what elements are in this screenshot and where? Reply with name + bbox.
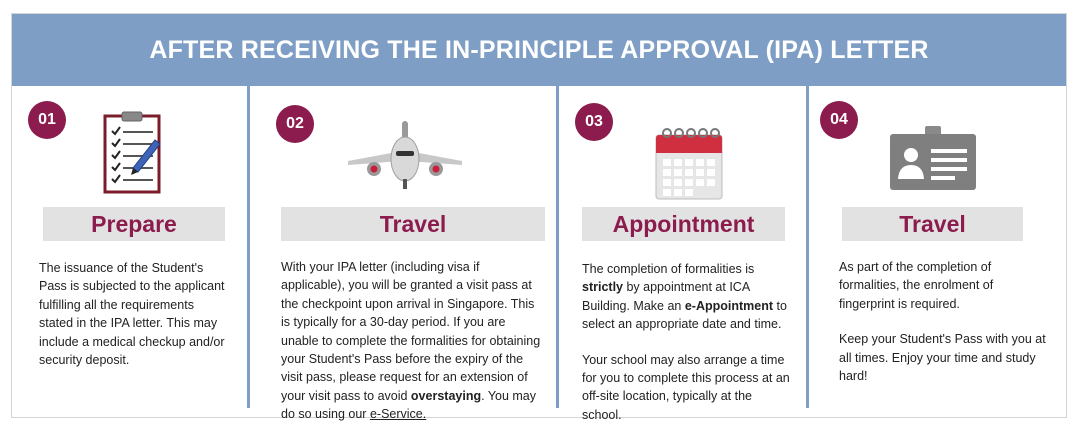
step-paragraph: As part of the completion of formalities, the enrolment of fingerprint is required. [839, 260, 994, 311]
emphasis-text: overstaying [410, 388, 482, 403]
text-run: to select an appropriate date and time. [582, 298, 787, 332]
text-run: by appointment at ICA Building. Make an [582, 280, 750, 313]
emphasis-text: e-Appointment [684, 298, 774, 313]
step-description [582, 260, 794, 424]
step-number-badge: 02 [276, 105, 314, 143]
column-divider [556, 86, 559, 408]
id-card-icon [889, 125, 977, 196]
column-divider [806, 86, 809, 408]
step-number-badge: 04 [820, 101, 858, 139]
text-run: With your IPA letter (including visa if applicable), you will be granted a visit pass at the checkpoint upon arrival in Singapore. This is typically for a 30-day period. If you are unable to complete the formalities for obtaining your Student's Pass before the expiry of the visit pass, please request for an extension of your visit pass to avoid [281, 260, 541, 403]
step-description [281, 258, 545, 424]
text-run: The completion of formalities is [582, 262, 755, 276]
text-run: . You may do so using our [281, 388, 536, 422]
step-title: Appointment [612, 210, 755, 237]
column-divider [247, 86, 250, 408]
emphasis-text: strictly [582, 280, 623, 295]
step-description [839, 258, 1051, 385]
step-title-box [582, 207, 785, 241]
clipboard-icon [103, 110, 163, 199]
step-title-box [842, 207, 1023, 241]
calendar-icon [655, 127, 723, 206]
page-title: AFTER RECEIVING THE IN-PRINCIPLE APPROVAL (IPA) LETTER [149, 35, 929, 64]
step-number-badge: 01 [28, 101, 66, 139]
airplane-icon [342, 121, 468, 196]
step-paragraph [281, 258, 545, 424]
step-description [39, 259, 231, 369]
step-paragraph: The issuance of the Student's Pass is subjected to the applicant fulfilling all the requirements stated in the IPA letter. This may include a medical checkup and/or security deposit. [39, 261, 225, 368]
step-title-box [43, 207, 225, 241]
step-paragraph: Keep your Student's Pass with you at all times. Enjoy your time and study hard! [839, 332, 1046, 384]
header-banner [12, 14, 1066, 86]
step-title-box [281, 207, 545, 241]
step-paragraph [582, 260, 794, 334]
step-title: Travel [379, 210, 447, 237]
step-title: Prepare [91, 210, 177, 237]
e-service-link[interactable]: e-Service. [369, 407, 427, 422]
step-number-badge: 03 [575, 103, 613, 141]
step-title: Travel [899, 210, 966, 237]
step-paragraph: Your school may also arrange a time for you to complete this process at an off-site location, typically at the school. [582, 352, 790, 422]
